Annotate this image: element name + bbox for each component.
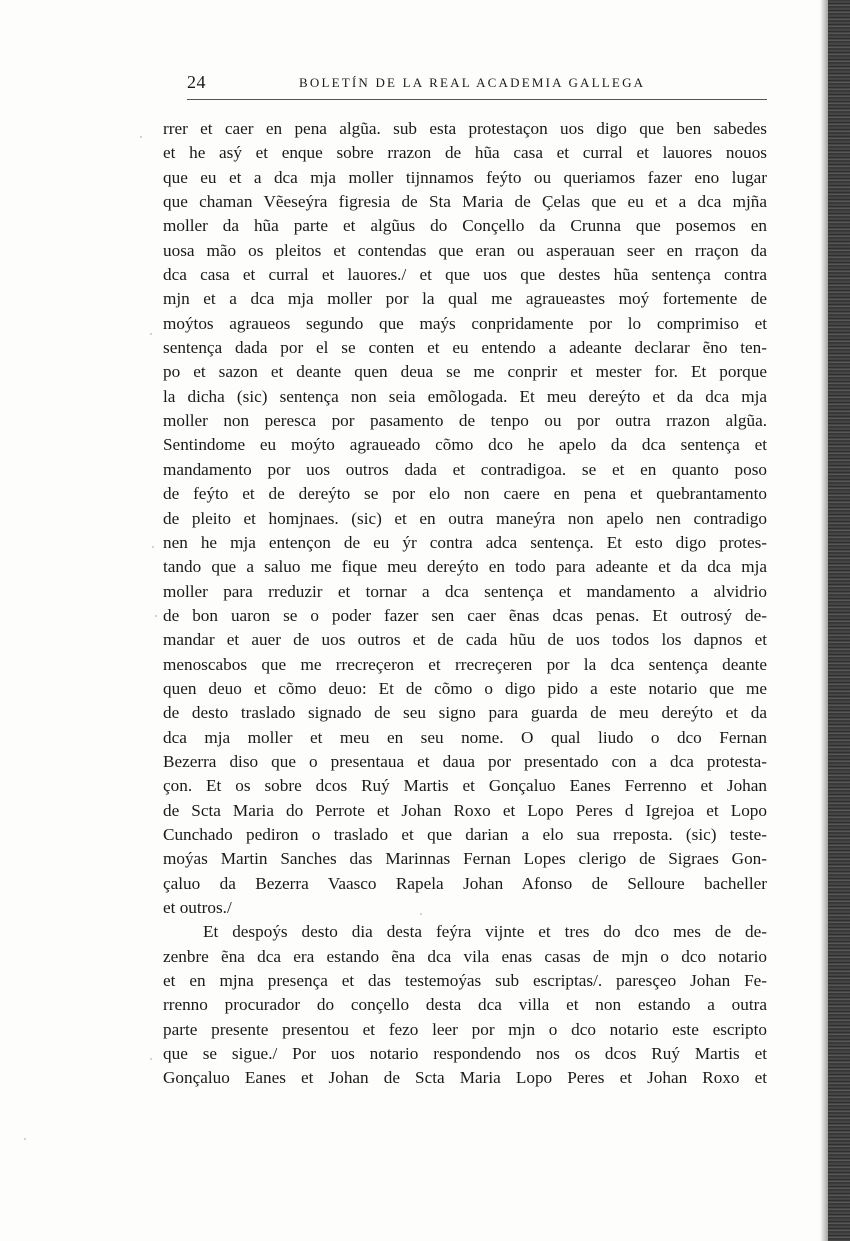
text-line: de desto traslado signado de seu signo para guarda de meu dereýto et da [163,703,767,723]
text-line: Et despoýs desto dia desta feýra vijnte et tres do dco mes de de- [203,922,767,942]
text-line: mandar et auer de uos outros et de cada hũu de uos todos los dapnos et [163,630,767,650]
text-line: çaluo da Bezerra Vaasco Rapela Johan Afonso de Selloure bacheller [163,873,767,893]
text-line: et he asý et enque sobre rrazon de hũa casa et curral et lauores nouos [163,143,767,163]
running-header [187,72,767,96]
scan-speck [24,1138,26,1140]
text-line: moller para rreduzir et tornar a dca sentença et mandamento a alvidrio [163,581,767,601]
scan-speck [150,1058,152,1060]
text-line: Sentindome eu moýto agraueado cõmo dco he apelo da dca sentença et [163,435,767,455]
scan-speck [152,546,154,548]
text-line: dca casa et curral et lauores./ et que uos que destes hũa sentença contra [163,265,767,285]
scan-speck [140,136,142,138]
text-line: rrenno procurador do conçello desta dca villa et non estando a outra [163,995,767,1015]
text-line: çon. Et os sobre dcos Ruý Martis et Gonçaluo Eanes Ferrenno et Johan [163,776,767,796]
text-line: de feýto et de dereýto se por elo non caere en pena et quebrantamento [163,484,767,504]
text-line: la dicha (sic) sentença non seia emõlogada. Et meu dereýto et da dca mja [163,386,767,406]
text-line: et en mjna presença et das testemoýas sub escriptas/. paresçeo Johan Fe- [163,971,767,991]
page-edge [828,0,850,1241]
text-line: parte presente presentou et fezo leer por mjn o dco notario este escripto [163,1019,767,1039]
text-line: po et sazon et deante quen deua se me conprir et mester for. Et porque [163,362,767,382]
text-line: que chaman Vẽeseýra figresia de Sta Maria de Çelas que eu et a dca mjña [163,192,767,212]
text-line: Cunchado pediron o traslado et que darian a elo sua rreposta. (sic) teste- [163,824,767,844]
text-line: et outros./ [163,898,232,917]
scan-speck [150,333,152,335]
text-line: de pleito et homjnaes. (sic) et en outra maneýra non apelo nen contradigo [163,508,767,528]
text-line: dca mja moller et meu en seu nome. O qual liudo o dco Fernan [163,727,767,747]
text-line: rrer et caer en pena algũa. sub esta protestaçon uos digo que ben sabedes [163,119,767,138]
text-line: quen deuo et cõmo deuo: Et de cõmo o digo pido a este notario que me [163,678,767,698]
text-line: zenbre ẽna dca era estando ẽna dca vila enas casas de mjn o dco notario [163,946,767,966]
header-rule [187,99,767,100]
text-line: Bezerra diso que o presentaua et daua por presentado con a dca protesta- [163,751,767,771]
text-line: uosa mão os pleitos et contendas que eran ou asperauan seer en rraçon da [163,240,767,260]
page-edge-shadow [820,0,828,1241]
text-line: que se sigue./ Por uos notario respondendo nos os dcos Ruý Martis et [163,1044,767,1064]
text-line: moýtos agraueos segundo que maýs conpridamente por lo comprimiso et [163,313,767,333]
body-text [163,117,767,1091]
text-line: moýas Martin Sanches das Marinnas Fernan Lopes clerigo de Sigraes Gon- [163,849,767,869]
text-line: que eu et a dca mja moller tijnnamos feýto ou queriamos fazer eno lugar [163,167,767,187]
text-line: sentença dada por el se conten et eu entendo a adeante declarar ẽno ten- [163,338,767,358]
running-title: BOLETÍN DE LA REAL ACADEMIA GALLEGA [299,75,646,90]
text-line: moller non peresca por pasamento de tenpo ou por outra rrazon algũa. [163,411,767,431]
text-line: Gonçaluo Eanes et Johan de Scta Maria Lopo Peres et Johan Roxo et [163,1068,767,1088]
scan-speck [155,615,157,617]
text-line: mjn et a dca mja moller por la qual me agraueastes moý fortemente de [163,289,767,309]
text-line: nen he mja entençon de eu ýr contra adca sentença. Et esto digo protes- [163,532,767,552]
page-number: 24 [187,72,206,92]
text-line: de Scta Maria do Perrote et Johan Roxo et Lopo Peres d Igrejoa et Lopo [163,800,767,820]
scan-speck [420,913,422,915]
text-line: de bon uaron se o poder fazer sen caer ẽnas dcas penas. Et outrosý de- [163,605,767,625]
text-line: tando que a saluo me fique meu dereýto en todo para adeante et da dca mja [163,557,767,577]
text-line: menoscabos que me rrecreçeron et rrecreçeren por la dca sentença deante [163,654,767,674]
text-line: mandamento por uos outros dada et contradigoa. se et en quanto poso [163,459,767,479]
text-line: moller da hũa parte et algũus do Conçello da Crunna que posemos en [163,216,767,236]
